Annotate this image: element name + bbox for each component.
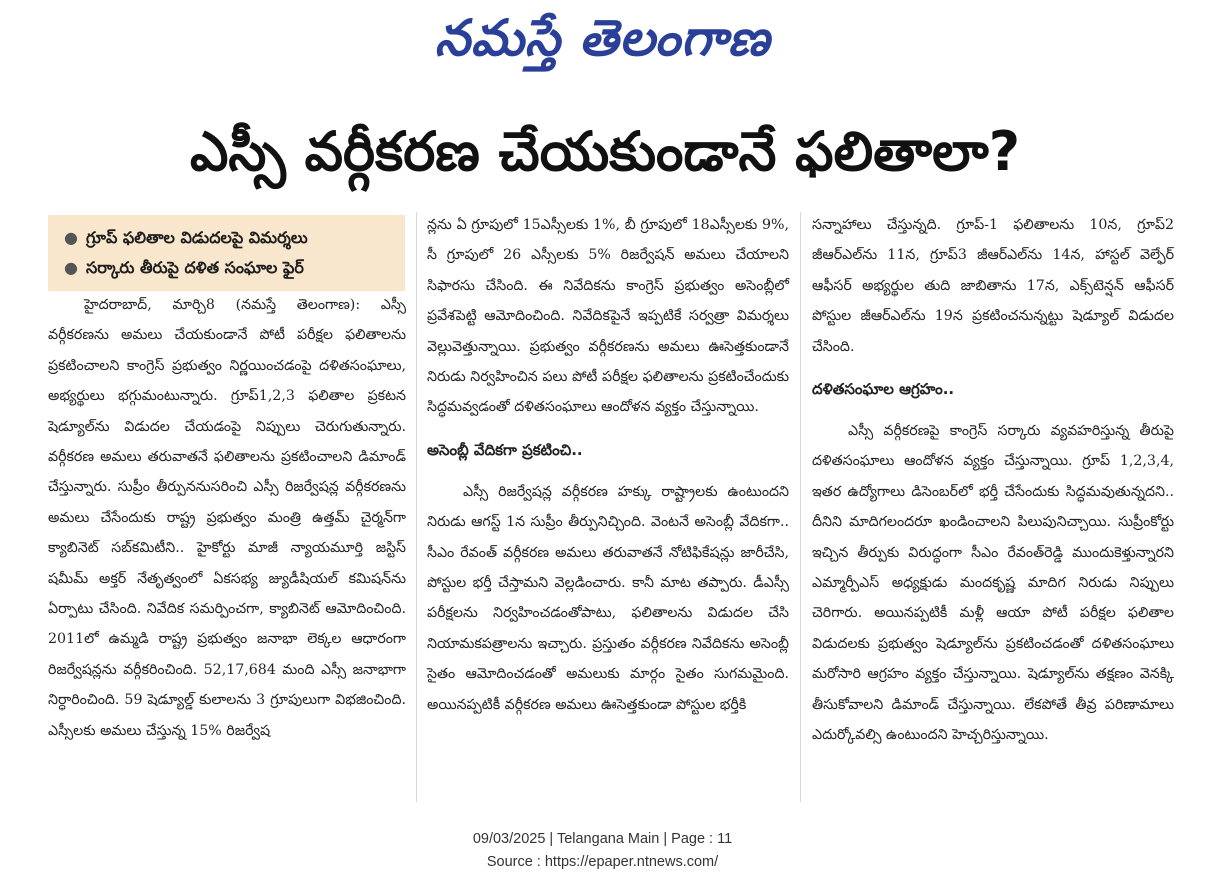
article-column-2 bbox=[427, 210, 789, 720]
bullet-icon: ● bbox=[64, 228, 78, 247]
highlights-box bbox=[48, 215, 405, 291]
article-column-1 bbox=[48, 290, 406, 746]
paragraph: సన్నాహాలు చేస్తున్నది. గ్రూప్-1 ఫలితాలను 10న, గ్రూప్2 జీఆర్ఎల్‌ను 11న, గ్రూప్3 జీఆర్ఎల్‌ను 14న, హాస్టల్ వెల్ఫేర్ ఆఫీసర్ అభ్యర్థుల తుది జాబితాను 17న, ఎక్స్‌టెన్షన్ ఆఫీసర్ పోస్టుల జీఆర్ఎల్‌ను 19న ప్రకటించనున్నట్టు షెడ్యూల్ విడుదల చేసింది. bbox=[812, 217, 1174, 355]
highlight-item bbox=[64, 253, 395, 283]
bullet-icon: ● bbox=[64, 258, 78, 277]
paragraph: ఎస్సీ వర్గీకరణపై కాంగ్రెస్ సర్కారు వ్యవహరిస్తున్న తీరుపై దళితసంఘాలు ఆందోళన వ్యక్తం చేస్తున్నాయి. గ్రూప్ 1,2,3,4, ఇతర ఉద్యోగాలు డిసెంబర్‌లో భర్తీ చేసేందుకు సిద్ధమవుతున్నదని.. దీనిని మాదిగలందరూ ఖండించాలని పిలుపునిచ్చాయి. సుప్రీంకోర్టు ఇచ్చిన తీర్పుకు విరుద్ధంగా సీఎం రేవంత్‌రెడ్డి ముందుకెళ్తున్నారని ఎమ్మార్పీఎస్ అధ్యక్షుడు మందకృష్ణ మాదిగ నిరుడు నిప్పులు చెరిగారు. అయినప్పటికీ మళ్లీ ఆయా పోటీ పరీక్షల ఫలితాల విడుదలకు ప్రభుత్వం షెడ్యూల్‌ను ప్రకటించడంతో దళితసంఘాలు మరోసారి ఆగ్రహం వ్యక్తం చేస్తున్నాయి. షెడ్యూల్‌ను తక్షణం వెనక్కి తీసుకోవాలని డిమాండ్ చేస్తున్నాయి. లేకపోతే తీవ్ర పరిణామాలు ఎదుర్కోవల్సి ఉంటుందని హెచ్చరిస్తున్నాయి. bbox=[812, 423, 1174, 744]
page-footer bbox=[0, 828, 1205, 874]
paragraph: హైదరాబాద్, మార్చి8 (నమస్తే తెలంగాణ): ఎస్సీ వర్గీకరణను అమలు చేయకుండానే పోటీ పరీక్షల ఫలితాలను ప్రకటించాలని కాంగ్రెస్ ప్రభుత్వం నిర్ణయించడంపై దళితసంఘాలు, అభ్యర్థులు భగ్గుమంటున్నారు. గ్రూప్1,2,3 ఫలితాల ప్రకటన షెడ్యూల్‌ను విడుదల చేయడంపై నిప్పులు చెరుగుతున్నారు. వర్గీకరణ అమలు తరువాతనే ఫలితాలను ప్రకటించాలని డిమాండ్ చేస్తున్నారు. సుప్రీం తీర్పుననుసరించి ఎస్సీ రిజర్వేషన్ల వర్గీకరణను అమలు చేసేందుకు రాష్ట్ర ప్రభుత్వం మంత్రి ఉత్తమ్ చైర్మన్‌గా క్యాబినెట్ సబ్‌కమిటీని.. హైకోర్టు మాజీ న్యాయమూర్తి జస్టిస్ షమీమ్ అక్తర్ నేతృత్వంలో ఏకసభ్య జ్యుడీషియల్ కమిషన్‌ను ఏర్పాటు చేసింది. నివేదిక సమర్పించగా, క్యాబినెట్ ఆమోదించింది. 2011లో ఉమ్మడి రాష్ట్ర ప్రభుత్వం జనాభా లెక్కల ఆధారంగా రిజర్వేషన్లను వర్గీకరించింది. 52,17,684 మంది ఎస్సీ జనాభాగా నిర్ధారించింది. 59 షెడ్యూల్డ్ కులాలను 3 గ్రూపులుగా విభజించింది. ఎస్సీలకు అమలు చేస్తున్న 15% రిజర్వేష bbox=[48, 297, 406, 739]
highlight-text: గ్రూప్ ఫలితాల విడుదలపై విమర్శలు bbox=[85, 228, 308, 247]
paragraph: న్లను ఏ గ్రూపులో 15ఎస్సీలకు 1%, బీ గ్రూపులో 18ఎస్సీలకు 9%, సీ గ్రూపులో 26 ఎస్సీలకు 5% రిజర్వేషన్ అమలు చేయాలని సిఫారసు చేసింది. ఈ నివేదికను కాంగ్రెస్ ప్రభుత్వం అసెంబ్లీలో ప్రవేశపెట్టి ఆమోదించింది. నివేదికపైనే ఇప్పటికే సర్వత్రా విమర్శలు వెల్లువెత్తున్నాయి. ప్రభుత్వం వర్గీకరణను అమలు ఊసెత్తకుండానే నిరుడు నిర్వహించిన పలు పోటీ పరీక్షల ఫలితాలను ప్రకటించేందుకు సిద్ధమవ్వడంతో దళితసంఘాలు ఆందోళన వ్యక్తం చేస్తున్నాయి. bbox=[427, 217, 789, 416]
source-link[interactable]: Source : https://epaper.ntnews.com/ bbox=[486, 854, 719, 870]
article-headline: ఎస్సీ వర్గీకరణ చేయకుండానే ఫలితాలా? bbox=[189, 120, 1021, 183]
article-column-3 bbox=[812, 210, 1174, 751]
subheading: దళితసంఘాల ఆగ్రహం.. bbox=[812, 380, 955, 399]
subheading: అసెంబ్లీ వేదికగా ప్రకటించి.. bbox=[427, 440, 583, 459]
edition-info: 09/03/2025 | Telangana Main | Page : 11 bbox=[472, 831, 733, 847]
highlight-text: సర్కారు తీరుపై దళిత సంఘాల ఫైర్ bbox=[85, 258, 304, 277]
paragraph: ఎస్సీ రిజర్వేషన్ల వర్గీకరణ హక్కు రాష్ట్రాలకు ఉంటుందని నిరుడు ఆగస్ట్ 1న సుప్రీం తీర్పునిచ్చింది. వెంటనే అసెంబ్లీ వేదికగా.. సీఎం రేవంత్ వర్గీకరణ అమలు తరువాతనే నోటిఫికేషన్లు జారీచేసి, పోస్టుల భర్తీ చేస్తామని వెల్లడించారు. కానీ మాట తప్పారు. డీఎస్సీ పరీక్షలను నిర్వహించడంతోపాటు, ఫలితాలను విడుదల చేసి నియామకపత్రాలను ఇచ్చారు. ప్రస్తుతం వర్గీకరణ నివేదికను అసెంబ్లీ సైతం ఆమోదించడంతో అమలుకు మార్గం సైతం సుగమమైంది. అయినప్పటికీ వర్గీకరణ అమలు ఊసెత్తకుండా పోస్టుల భర్తీకి bbox=[427, 483, 789, 713]
masthead-logo: నమస్తే తెలంగాణ bbox=[434, 9, 771, 67]
highlight-item bbox=[64, 223, 395, 253]
column-divider bbox=[800, 212, 801, 802]
column-divider bbox=[416, 212, 417, 802]
